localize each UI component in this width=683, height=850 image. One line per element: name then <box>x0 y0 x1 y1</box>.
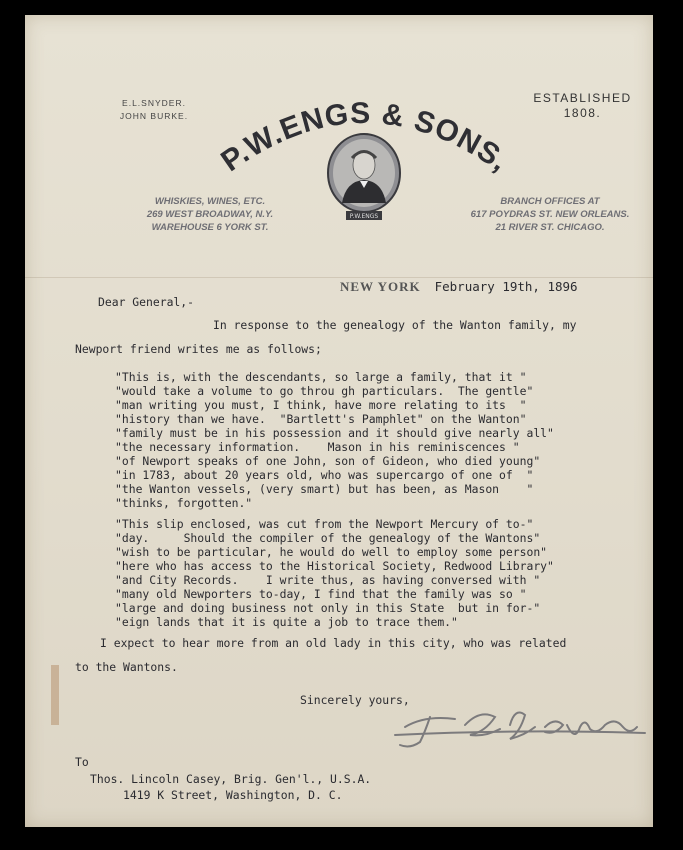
quote-line: "the necessary information. Mason in his reminiscences " <box>115 440 520 454</box>
edge-stain <box>51 665 59 725</box>
branch-line: BRANCH OFFICES AT <box>500 196 600 207</box>
quote-line: "of Newport speaks of one John, son of Gideon, who died young" <box>115 454 541 468</box>
quote-line: "history than we have. "Bartlett's Pamphlet" on the Wanton" <box>115 412 527 426</box>
salutation: Dear General,- <box>98 295 195 309</box>
portrait-caption: P.W.ENGS <box>349 213 379 220</box>
established-year: 1808. <box>563 106 602 120</box>
quote-line: "in 1783, about 20 years old, who was supercargo of one of " <box>115 468 534 482</box>
branch-line: 21 RIVER ST. CHICAGO. <box>495 222 605 233</box>
quote-line: "man writing you must, I think, have more relating to its " <box>115 398 527 412</box>
recipient-line: 1419 K Street, Washington, D. C. <box>123 788 343 802</box>
body-line: I expect to hear more from an old lady in this city, who was related <box>100 636 567 650</box>
quote-line: "here who has access to the Historical Society, Redwood Library" <box>115 559 554 573</box>
branch-line: 617 POYDRAS ST. NEW ORLEANS. <box>470 209 630 220</box>
to-label: To <box>75 755 89 769</box>
recipient-line: Thos. Lincoln Casey, Brig. Gen'l., U.S.A. <box>90 772 372 786</box>
partner-name: E.L.SNYDER. <box>122 98 186 108</box>
quote-line: "the Wanton vessels, (very smart) but has been, as Mason " <box>115 482 534 496</box>
body-line: Newport friend writes me as follows; <box>75 342 322 356</box>
body-line: to the Wantons. <box>75 660 178 674</box>
quote-line: "would take a volume to go throu gh particulars. The gentle" <box>115 384 534 398</box>
business-line: 269 WEST BROADWAY, N.Y. <box>146 209 274 220</box>
business-line: WHISKIES, WINES, ETC. <box>154 196 266 207</box>
closing: Sincerely yours, <box>300 693 410 707</box>
quote-line: "family must be in his possession and it should give nearly all" <box>115 426 554 440</box>
branch-offices <box>465 195 635 234</box>
body-line: In response to the genealogy of the Wanton family, my <box>213 318 577 332</box>
fold-line <box>25 277 653 278</box>
business-address <box>130 195 290 234</box>
quote-line: "This is, with the descendants, so large a family, that it " <box>115 370 527 384</box>
quote-line: "many old Newporters to-day, I find that the family was so " <box>115 587 527 601</box>
portrait-engraving <box>326 133 402 223</box>
quote-line: "large and doing business not only in this State but in for-" <box>115 601 541 615</box>
quote-line: "eign lands that it is quite a job to trace them." <box>115 615 458 629</box>
quote-line: "This slip enclosed, was cut from the Newport Mercury of to-" <box>115 517 534 531</box>
company-name: P.W.ENGS & SONS, <box>215 96 515 179</box>
letter-date: February 19th, 1896 <box>434 279 578 294</box>
quote-line: "wish to be particular, he would do well to employ some person" <box>115 545 548 559</box>
business-line: WAREHOUSE 6 YORK ST. <box>151 222 269 233</box>
quote-line: "thinks, forgotten." <box>115 496 253 510</box>
partner-name: JOHN BURKE. <box>119 111 189 121</box>
dateline <box>340 279 578 295</box>
handwritten-signature <box>385 687 655 757</box>
letter-page <box>25 15 653 827</box>
quote-line: "day. Should the compiler of the genealogy of the Wantons" <box>115 531 541 545</box>
city-name: NEW YORK <box>340 279 421 294</box>
established-label: ESTABLISHED <box>533 91 632 105</box>
quote-line: "and City Records. I write thus, as having conversed with " <box>115 573 541 587</box>
